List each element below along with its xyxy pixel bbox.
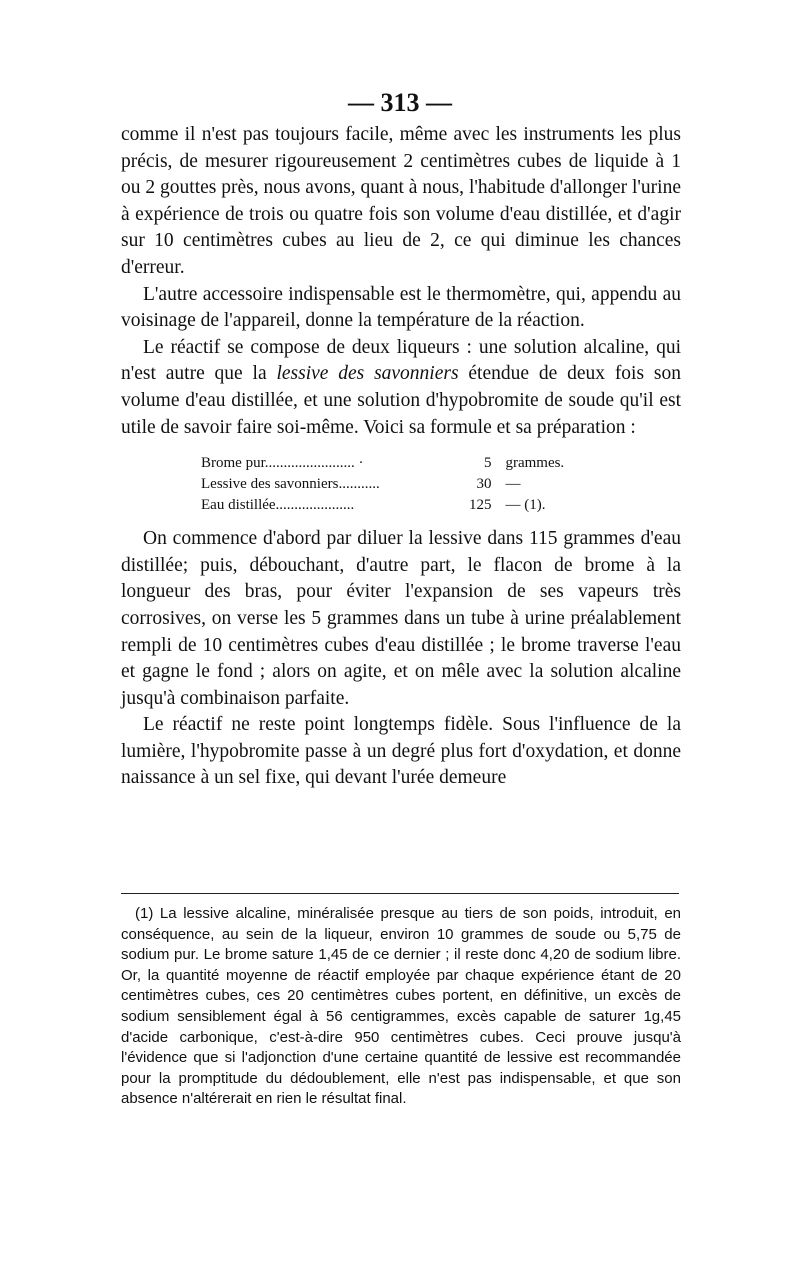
footnote-divider — [121, 893, 679, 894]
quantity: 125 — [468, 497, 492, 514]
formula-row — [201, 495, 601, 516]
unit: — (1). — [505, 497, 546, 514]
italic-term: lessive des savonniers — [276, 363, 459, 385]
paragraph-text: Le réactif se compose de deux liqueurs : une solution alcaline, qui n'est autre que la — [121, 336, 681, 385]
ingredient: Brome pur........................ · — [201, 455, 364, 472]
quantity: 5 — [483, 455, 492, 472]
ingredient: Lessive des savonniers........... — [201, 476, 380, 493]
paragraph: L'autre accessoire indispensable est le thermomètre, qui, appendu au voisinage de l'appareil, donne la température de la réaction. — [121, 283, 681, 332]
paragraph-text: étendue de deux fois son volume d'eau distillée, et une solution d'hypobromite de soude qu'il est utile de savoir faire soi-même. Voici sa formule et sa préparation : — [121, 363, 681, 438]
unit: — — [505, 476, 521, 493]
unit: grammes. — [505, 455, 565, 472]
footnote — [121, 904, 681, 1110]
body-text — [121, 122, 681, 792]
footnote-text: (1) La lessive alcaline, minéralisée presque au tiers de son poids, introduit, en conséquence, au sein de la liqueur, environ 10 grammes de soude ou 5,75 de sodium pur. Le brome sature 1,45 de ce dernier ; il reste donc 4,20 de sodium libre. Or, la quantité moyenne de réactif employée par chaque expérience étant de 20 centimètres cubes, ces 20 centimètres cubes portent, en définitive, un excès de sodium sensiblement égal à 56 centigrammes, excès capable de saturer 1g,45 d'acide carbonique, c'est-à-dire 950 centimètres cubes. Ceci prouve jusqu'à l'évidence que si l'adjonction d'une certaine quantité de lessive est recommandée pour la promptitude du dédoublement, elle n'est pas indispensable, et que son absence n'altérerait en rien le résultat final. — [121, 905, 681, 1108]
ingredient: Eau distillée..................... — [201, 497, 355, 514]
paragraph — [121, 335, 681, 441]
quantity: 30 — [476, 476, 492, 493]
formula-row — [201, 474, 601, 495]
paragraph: comme il n'est pas toujours facile, même avec les instruments les plus précis, de mesurer rigoureusement 2 centimètres cubes de liquide à 1 ou 2 gouttes près, nous avons, quant à nous, l'habitude d'allonger l'urine à expérience de trois ou quatre fois son volume d'eau distillée, et d'agir sur 10 centimètres cubes au lieu de 2, ce qui diminue les chances d'erreur. — [121, 124, 681, 278]
formula-table — [201, 453, 601, 516]
paragraph: On commence d'abord par diluer la lessive dans 115 grammes d'eau distillée; puis, débouchant, d'autre part, le flacon de brome à la longueur des bras, pour éviter l'expansion de ses vapeurs très corrosives, on verse les 5 grammes dans un tube à urine préalablement rempli de 10 centimètres cubes d'eau distillée ; le brome traverse l'eau et gagne le fond ; alors on agite, et on mêle avec la solution alcaline jusqu'à combinaison parfaite. — [121, 528, 681, 709]
paragraph: Le réactif ne reste point longtemps fidèle. Sous l'influence de la lumière, l'hypobromite passe à un degré plus fort d'oxydation, et donne naissance à un sel fixe, qui devant l'urée demeure — [121, 714, 681, 789]
formula-row — [201, 453, 601, 474]
page-number: — 313 — — [348, 88, 452, 117]
